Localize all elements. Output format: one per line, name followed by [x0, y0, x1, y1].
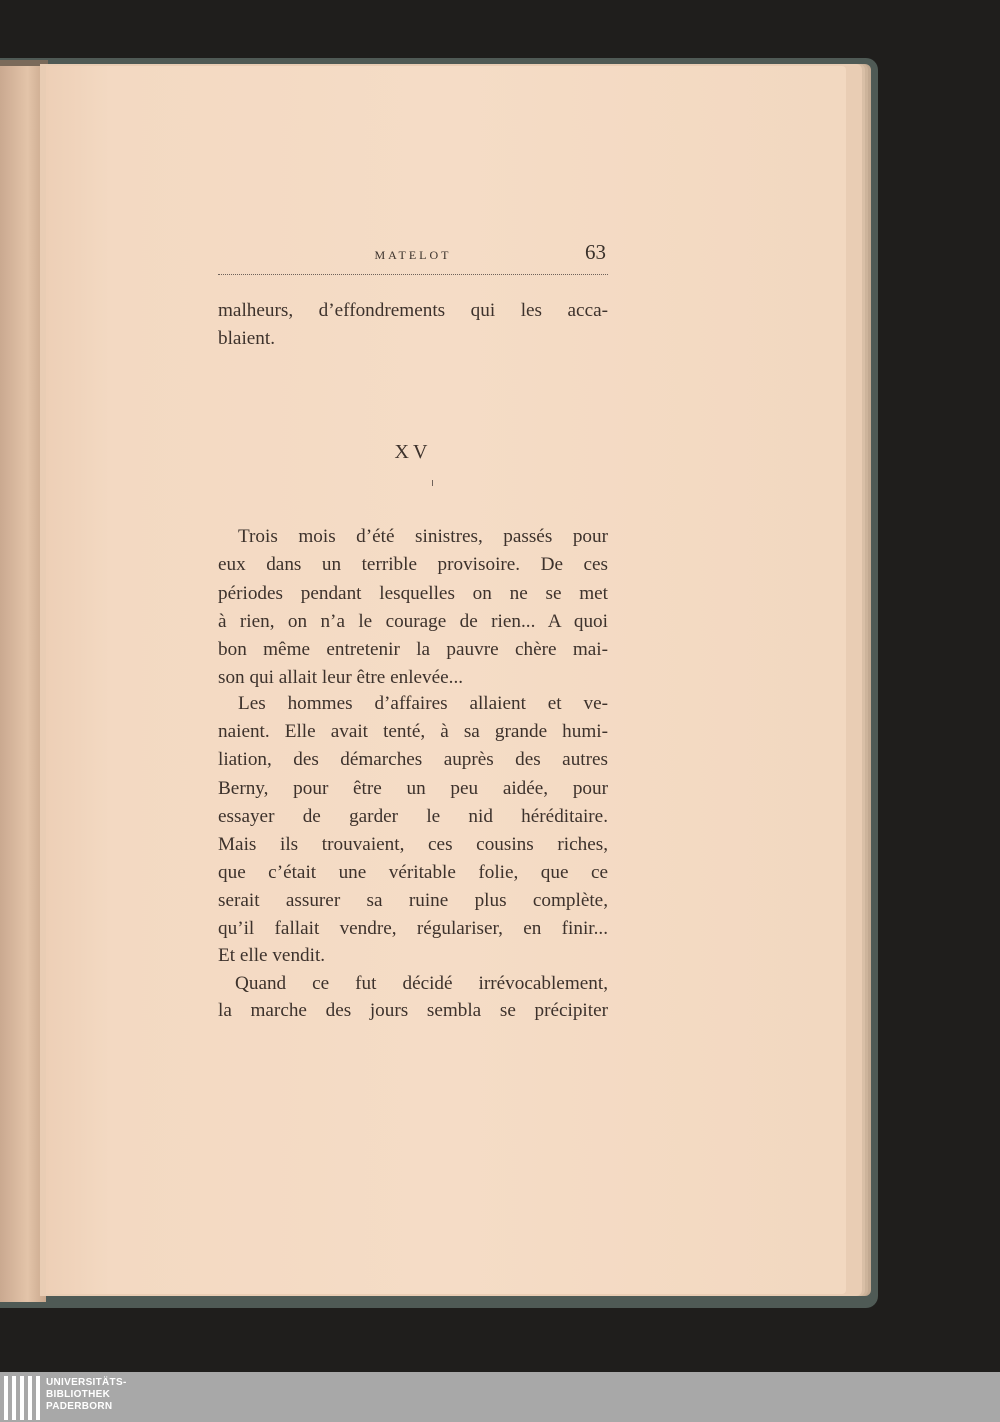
library-name-line: UNIVERSITÄTS-	[46, 1377, 127, 1388]
running-title: MATELOT	[374, 248, 452, 262]
printer-mark	[432, 480, 433, 486]
library-name-line: PADERBORN	[46, 1401, 113, 1412]
text-line: naient. Elle avait tenté, à sa grande humi-	[218, 721, 608, 742]
text-line: périodes pendant lesquelles on ne se met	[218, 583, 608, 604]
text-line: Trois mois d’été sinistres, passés pour	[238, 526, 608, 547]
text-line: liation, des démarches auprès des autres	[218, 749, 608, 770]
library-name-line: BIBLIOTHEK	[46, 1389, 111, 1400]
text-line: malheurs, d’effondrements qui les acca-	[218, 300, 608, 321]
library-name	[46, 1377, 127, 1413]
text-line: que c’était une véritable folie, que ce	[218, 862, 608, 883]
text-line: qu’il fallait vendre, régulariser, en finir...	[218, 918, 608, 939]
text-line: essayer de garder le nid héréditaire.	[218, 806, 608, 827]
text-line: Et elle vendit.	[218, 945, 326, 966]
library-footer	[0, 1372, 1000, 1422]
text-line: Quand ce fut décidé irrévocablement,	[235, 973, 608, 994]
page-number: 63	[585, 240, 606, 264]
header-rule	[218, 274, 608, 275]
chapter-heading: XV	[394, 441, 432, 463]
text-line: son qui allait leur être enlevée...	[218, 667, 464, 688]
text-line: Berny, pour être un peu aidée, pour	[218, 778, 608, 799]
running-head	[218, 238, 608, 274]
library-logo-icon	[2, 1376, 42, 1420]
text-line: serait assurer sa ruine plus complète,	[218, 890, 608, 911]
text-line: bon même entretenir la pauvre chère mai-	[218, 639, 608, 660]
text-line: à rien, on n’a le courage de rien... A quoi	[218, 611, 608, 632]
text-line: Mais ils trouvaient, ces cousins riches,	[218, 834, 608, 855]
text-line: blaient.	[218, 328, 276, 349]
text-line: la marche des jours sembla se précipiter	[218, 1000, 608, 1021]
text-line: Les hommes d’affaires allaient et ve-	[238, 693, 608, 714]
text-line: eux dans un terrible provisoire. De ces	[218, 554, 608, 575]
